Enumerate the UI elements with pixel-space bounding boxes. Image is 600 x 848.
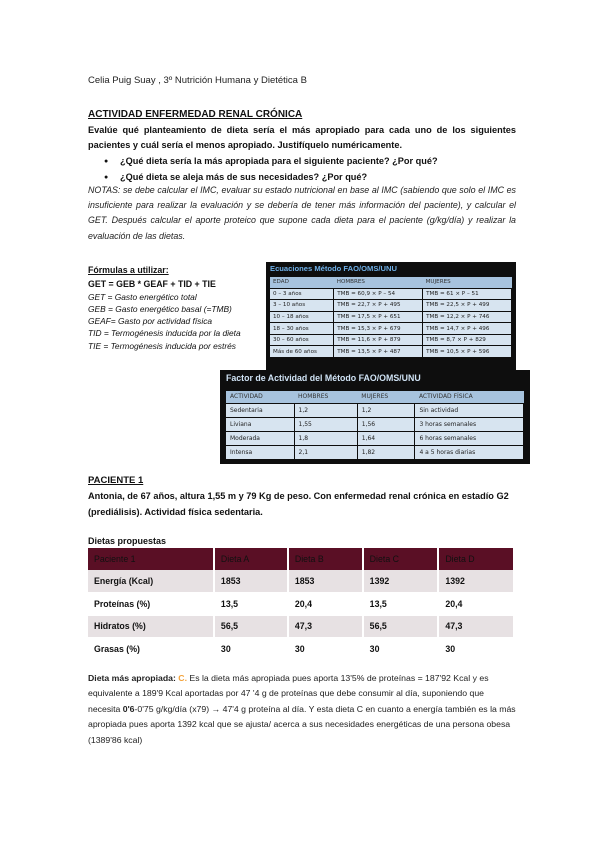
activity-cell: Moderada	[226, 431, 294, 445]
fao-cell: TMB = 17,5 × P + 651	[334, 311, 423, 323]
diet-cell: 30	[288, 638, 363, 661]
conclusion-paragraph	[88, 671, 516, 748]
diet-cell: 56,5	[214, 615, 288, 638]
fao-header-cell: MUJERES	[423, 277, 512, 288]
fao-equations-row	[270, 334, 512, 346]
fao-cell: TMB = 10,5 × P + 596	[423, 346, 512, 358]
diet-cell: 30	[438, 638, 514, 661]
diet-header-cell: Dieta A	[214, 548, 288, 570]
patient-title: PACIENTE 1	[88, 475, 144, 486]
chosen-diet: C.	[178, 673, 187, 683]
fao-cell: 30 – 60 años	[270, 334, 334, 346]
fao-equations-row	[270, 311, 512, 323]
diet-header-cell: Paciente 1	[88, 548, 214, 570]
activity-cell: 1,82	[357, 445, 415, 459]
diet-cell: 20,4	[438, 593, 514, 616]
activity-header-cell: ACTIVIDAD	[226, 391, 294, 403]
activity-header-cell: ACTIVIDAD FÍSICA	[415, 391, 524, 403]
diet-cell: 20,4	[288, 593, 363, 616]
diet-row	[88, 593, 514, 616]
fao-cell: 10 – 18 años	[270, 311, 334, 323]
fao-cell: 18 – 30 años	[270, 323, 334, 335]
diet-cell: Grasas (%)	[88, 638, 214, 661]
activity-cell: 1,2	[294, 403, 357, 417]
diet-cell: 1853	[214, 570, 288, 593]
fao-header-cell: HOMBRES	[334, 277, 423, 288]
diet-header-cell: Dieta B	[288, 548, 363, 570]
fao-activity-table	[226, 391, 524, 460]
get-formula: GET = GEB * GEAF + TID + TIE	[88, 279, 216, 290]
activity-header-cell: MUJERES	[357, 391, 415, 403]
fao-equations-row	[270, 323, 512, 335]
fao-cell: TMB = 12,2 × P + 746	[423, 311, 512, 323]
diet-cell: 1392	[363, 570, 439, 593]
activity-row	[226, 445, 524, 459]
diet-row	[88, 638, 514, 661]
activity-header-cell: HOMBRES	[294, 391, 357, 403]
conclusion-lead: Dieta más apropiada:	[88, 673, 176, 683]
diet-cell: 30	[214, 638, 288, 661]
fao-cell: TMB = 22,7 × P + 495	[334, 300, 423, 312]
diet-cell: Energía (Kcal)	[88, 570, 214, 593]
fao-cell: 0 – 3 años	[270, 288, 334, 300]
diet-row	[88, 615, 514, 638]
fao-cell: TMB = 60,9 × P – 54	[334, 288, 423, 300]
section-title: ACTIVIDAD ENFERMEDAD RENAL CRÓNICA	[88, 109, 303, 120]
activity-cell: 6 horas semanales	[415, 431, 524, 445]
fao-equations-image	[266, 262, 516, 374]
conclusion-text: Es la dieta más apropiada pues aporta 13'5% de proteínas = 187'92 Kcal y es equivalente a 189'9 Kcal aportadas por 47 '4 g de proteínas que debe consumir al día, suponiendo que necesita	[88, 673, 489, 714]
activity-row	[226, 403, 524, 417]
formulas-block	[88, 264, 268, 352]
patient-description: Antonia, de 67 años, altura 1,55 m y 79 Kg de peso. Con enfermedad renal crónica en estadío G2 (prediálisis). Actividad física sedentaria.	[88, 491, 509, 517]
diet-cell: 1853	[288, 570, 363, 593]
document-header: Celia Puig Suay , 3º Nutrición Humana y Dietética B	[88, 75, 307, 86]
activity-cell: 1,55	[294, 417, 357, 431]
fao-cell: TMB = 11,6 × P + 879	[334, 334, 423, 346]
diet-cell: Proteínas (%)	[88, 593, 214, 616]
formula-definition: TIE = Termogénesis inducida por estrés	[88, 340, 236, 351]
activity-row	[226, 417, 524, 431]
fao-cell: Más de 60 años	[270, 346, 334, 358]
activity-cell: 3 horas semanales	[415, 417, 524, 431]
activity-cell: 2,1	[294, 445, 357, 459]
fao-header-cell: EDAD	[270, 277, 334, 288]
activity-cell: Intensa	[226, 445, 294, 459]
fao-equations-table	[270, 277, 512, 358]
fao-equations-row	[270, 300, 512, 312]
diet-row	[88, 570, 514, 593]
notes-paragraph: NOTAS: se debe calcular el IMC, evaluar su estado nutricional en base al IMC (sabiendo que solo el IMC es insuficiente para realizar la evaluación y se debería de tener más información del paciente), y calcular el GET. Después calcular el aporte proteico que supone cada dieta para el paciente (g/kg/día) y realizar la evaluación de las dietas.	[88, 185, 516, 241]
diet-table-caption: Dietas propuestas	[88, 536, 167, 546]
fao-cell: TMB = 13,5 × P + 487	[334, 346, 423, 358]
diet-cell: 30	[363, 638, 439, 661]
activity-cell: Sin actividad	[415, 403, 524, 417]
fao-cell: TMB = 14,7 × P + 496	[423, 323, 512, 335]
fao-equations-header-row	[270, 277, 512, 288]
question-item: ● ¿Qué dieta se aleja más de sus necesidades? ¿Por qué?	[104, 170, 514, 186]
fao-cell: TMB = 8,7 × P + 829	[423, 334, 512, 346]
diet-header-cell: Dieta D	[438, 548, 514, 570]
fao-cell: TMB = 15,3 × P + 679	[334, 323, 423, 335]
fao-cell: 3 – 10 años	[270, 300, 334, 312]
activity-cell: 1,2	[357, 403, 415, 417]
fao-equations-row	[270, 288, 512, 300]
diet-cell: 13,5	[214, 593, 288, 616]
question-list	[104, 154, 514, 185]
formulas-title: Fórmulas a utilizar:	[88, 265, 169, 275]
diet-cell: 13,5	[363, 593, 439, 616]
activity-cell: Sedentaria	[226, 403, 294, 417]
instructions-paragraph: Evalúe qué planteamiento de dieta sería el más apropiado para cada uno de los siguientes pacientes y cuál sería el menos apropiado. Justifíquelo numéricamente.	[88, 125, 516, 150]
formula-definition: GEAF= Gasto por actividad física	[88, 316, 213, 327]
question-item: ● ¿Qué dieta sería la más apropiada para el siguiente paciente? ¿Por qué?	[104, 154, 514, 170]
activity-cell: 4 a 5 horas diarias	[415, 445, 524, 459]
fao-activity-title: Factor de Actividad del Método FAO/OMS/UNU	[226, 373, 421, 383]
fao-cell: TMB = 61 × P – 51	[423, 288, 512, 300]
activity-cell: 1,8	[294, 431, 357, 445]
conclusion-text: -0'75 g/kg/día (x79) → 47'4 g proteína al día. Y esta dieta C en cuanto a energía también es la más apropiada pues aporta 1392 kcal que se ajusta/ acerca a sus necesidades energéticas de una persona obesa (1389'86 kcal)	[88, 703, 516, 745]
conclusion-bold-value: 0'6	[122, 703, 135, 714]
diet-table	[88, 548, 515, 661]
activity-cell: 1,64	[357, 431, 415, 445]
formula-definition: GEB = Gasto energético basal (=TMB)	[88, 304, 232, 315]
diet-cell: 1392	[438, 570, 514, 593]
fao-activity-image	[220, 370, 530, 464]
formula-definition: TID = Termogénesis inducida por la dieta	[88, 328, 241, 339]
diet-cell: 47,3	[288, 615, 363, 638]
diet-cell: 47,3	[438, 615, 514, 638]
fao-equations-title: Ecuaciones Método FAO/OMS/UNU	[270, 264, 397, 273]
fao-equations-row	[270, 346, 512, 358]
activity-header-row	[226, 391, 524, 403]
activity-cell: 1,56	[357, 417, 415, 431]
formula-definition: GET = Gasto energético total	[88, 292, 197, 303]
diet-cell: 56,5	[363, 615, 439, 638]
diet-header-row	[88, 548, 514, 570]
diet-header-cell: Dieta C	[363, 548, 439, 570]
activity-cell: Liviana	[226, 417, 294, 431]
activity-row	[226, 431, 524, 445]
diet-cell: Hidratos (%)	[88, 615, 214, 638]
fao-cell: TMB = 22,5 × P + 499	[423, 300, 512, 312]
